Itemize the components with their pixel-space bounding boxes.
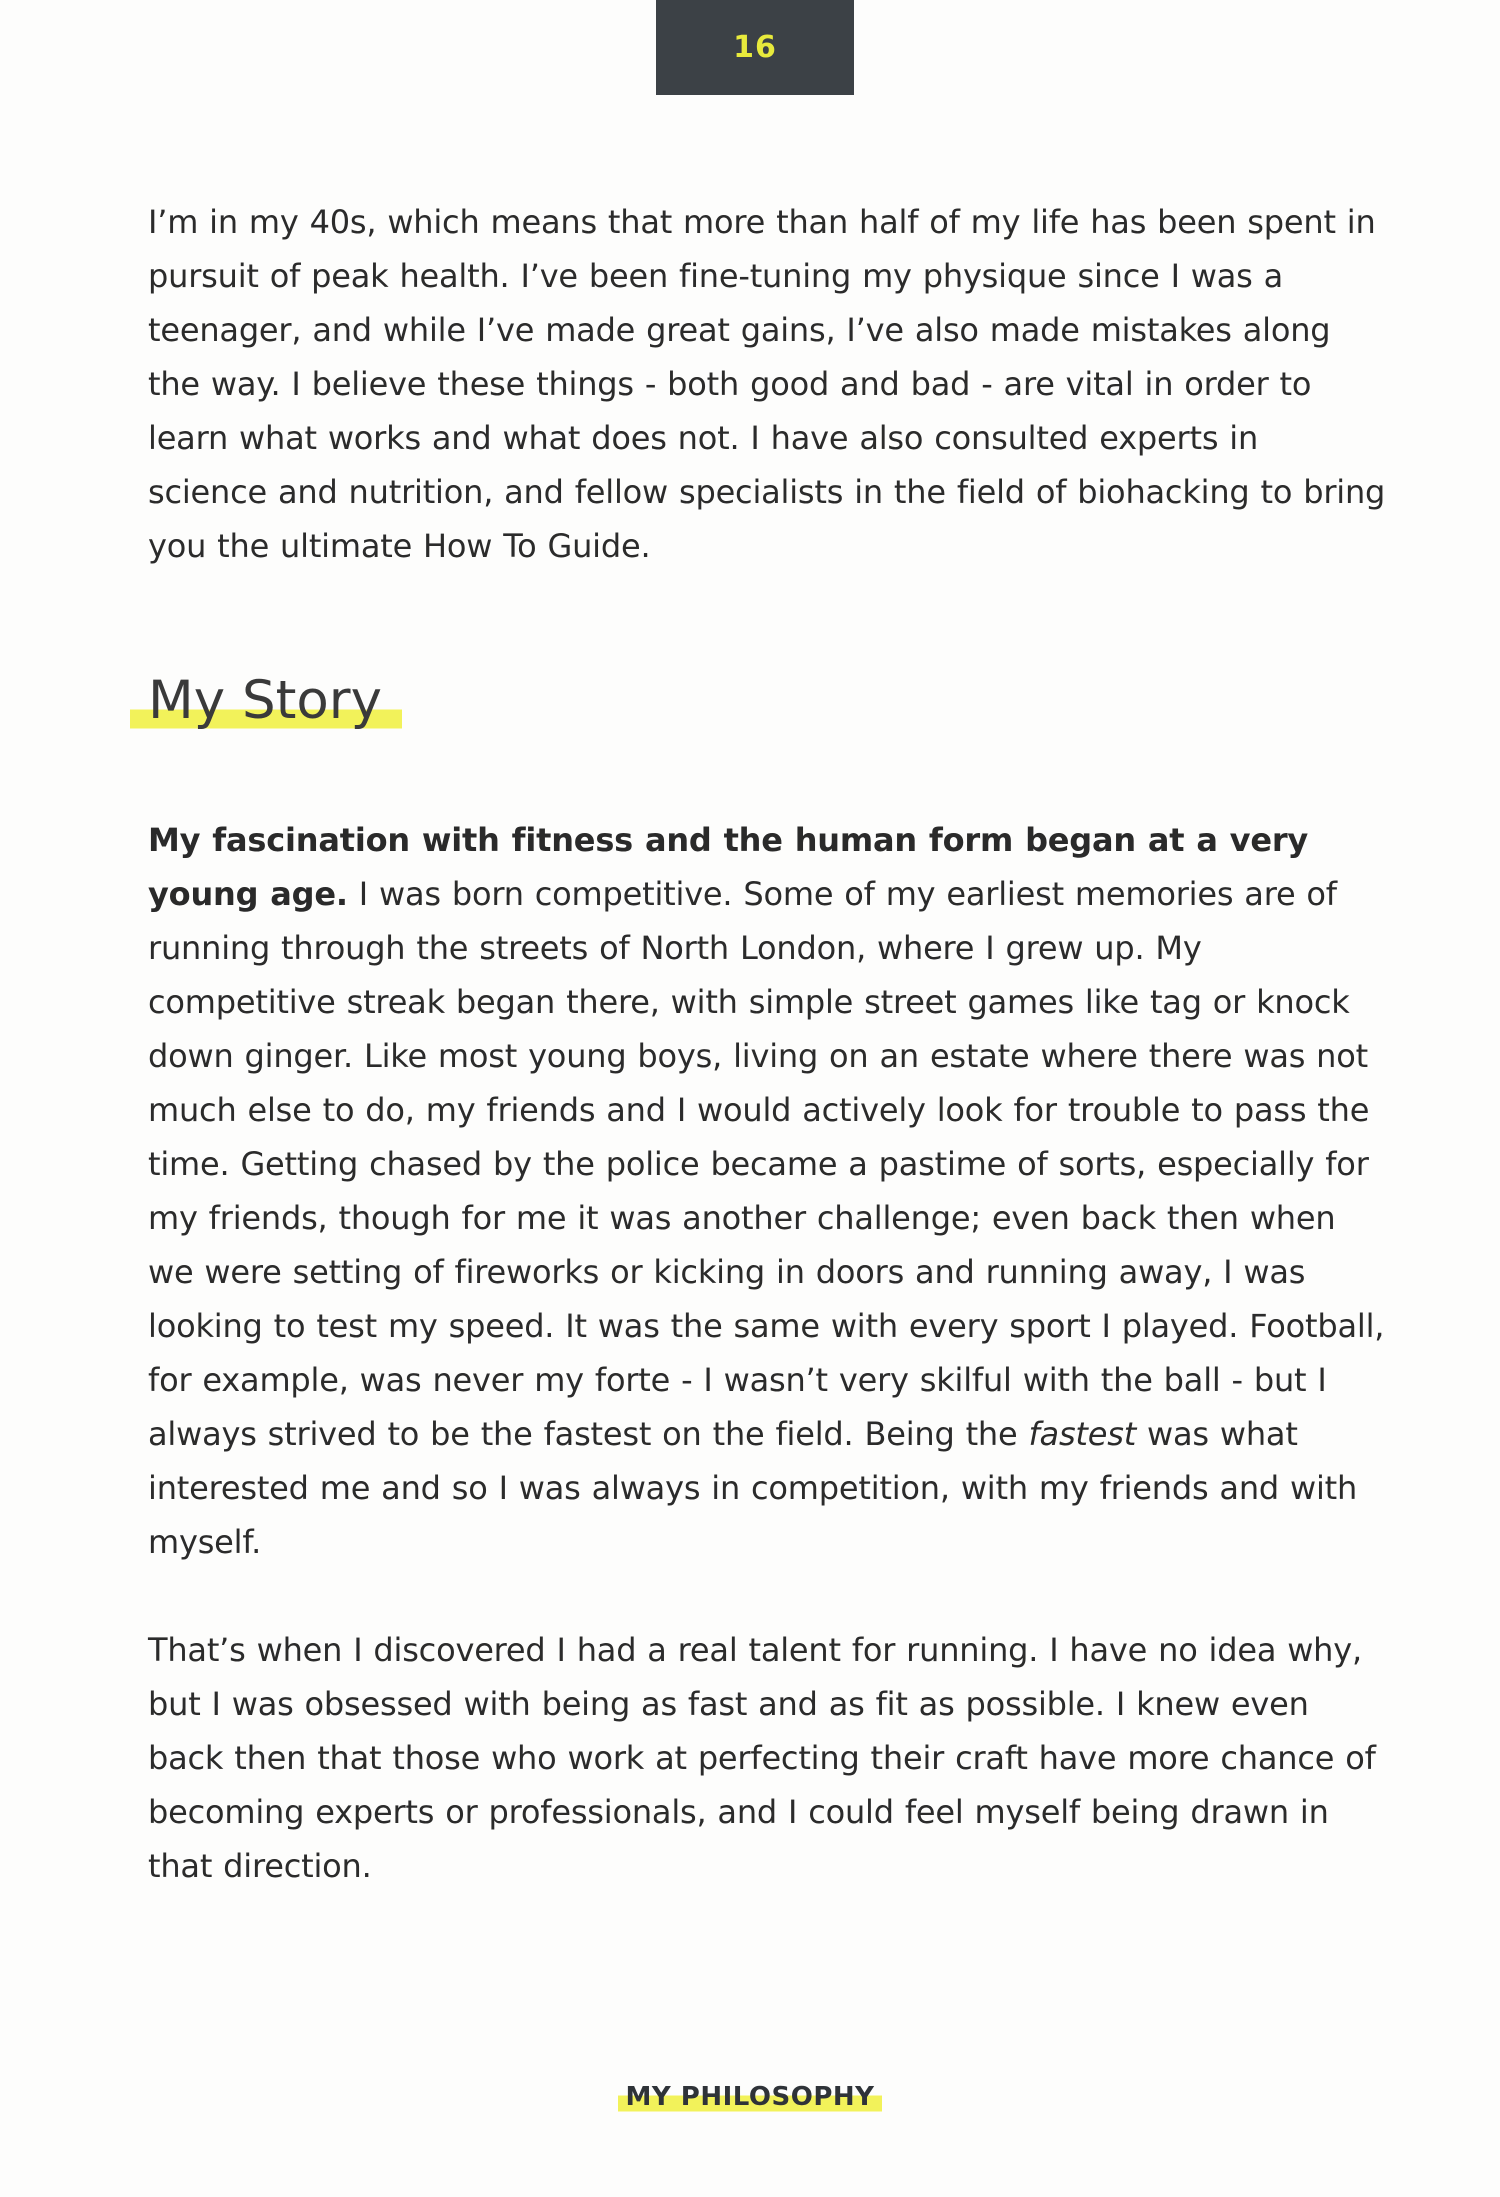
paragraph-gap <box>148 1569 1388 1623</box>
page-content <box>148 195 1388 1893</box>
story-emphasis: fastest <box>1028 1415 1137 1453</box>
story-text-part-2: was what interested me and so I was always in competition, with my friends and with myself. <box>148 1415 1358 1561</box>
story-text-part-1: I was born competitive. Some of my earliest memories are of running through the streets of North London, where I grew up. My competitive streak began there, with simple street games like tag or knock down ginger. Like most young boys, living on an estate where there was not much else to do, my friends and I would actively look for trouble to pass the time. Getting chased by the police became a pastime of sorts, especially for my friends, though for me it was another challenge; even back then when we were setting of fireworks or kicking in doors and running away, I was looking to test my speed. It was the same with every sport I played. Football, for example, was never my forte - I wasn’t very skilful with the ball - but I always strived to be the fastest on the field. Being the <box>148 875 1385 1453</box>
section-heading: My Story <box>130 665 402 737</box>
story-paragraph-2: That’s when I discovered I had a real talent for running. I have no idea why, but I was obsessed with being as fast and as fit as possible. I knew even back then that those who work at perfecting their craft have more chance of becoming experts or professionals, and I could feel myself being drawn in that direction. <box>148 1631 1376 1885</box>
story-paragraph-1 <box>148 813 1388 1569</box>
page-number: 16 <box>733 30 777 65</box>
section-heading-wrap <box>148 665 1388 745</box>
page-number-tab <box>656 0 854 95</box>
intro-paragraph: I’m in my 40s, which means that more than half of my life has been spent in pursuit of peak health. I’ve been fine-tuning my physique since I was a teenager, and while I’ve made great gains, I’ve also made mistakes along the way. I believe these things - both good and bad - are vital in order to learn what works and what does not. I have also consulted experts in science and nutrition, and fellow specialists in the field of biohacking to bring you the ultimate How To Guide. <box>148 203 1386 565</box>
story-lead-sentence: My fascination with fitness and the human form began at a very young age. <box>148 821 1309 913</box>
running-footer <box>0 2080 1500 2114</box>
footer-section-label: MY PHILOSOPHY <box>618 2080 883 2114</box>
